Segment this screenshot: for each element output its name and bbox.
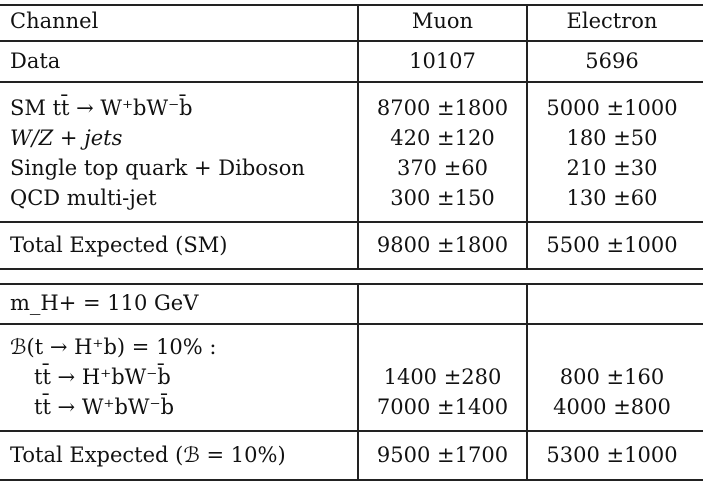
total-br-electron: 5300 ±1000 (546, 443, 678, 467)
table-rule (0, 40, 703, 42)
total-sm-electron: 5500 ±1000 (546, 233, 678, 257)
data-muon: 10107 (409, 49, 476, 73)
data-label: Data (10, 49, 61, 73)
br-row-electron: 800 ±160 (559, 365, 665, 389)
header-channel: Channel (10, 9, 99, 33)
sm-row-label: W/Z + jets (10, 126, 123, 150)
mass-row-label: m_H+ = 110 GeV (10, 291, 199, 315)
header-muon: Muon (411, 9, 474, 33)
total-br-muon: 9500 ±1700 (376, 443, 509, 467)
table-rule (0, 430, 703, 432)
total-sm-label: Total Expected (SM) (10, 233, 228, 257)
sm-row-muon: 370 ±60 (396, 156, 489, 180)
column-divider (357, 4, 359, 268)
table-rule (0, 323, 703, 325)
table-rule (0, 268, 703, 270)
total-br-label: Total Expected (ℬ = 10%) (10, 443, 286, 467)
br-row-label: tt̄ → W⁺bW⁻b̄ (34, 395, 175, 419)
br-row-muon: 1400 ±280 (383, 365, 502, 389)
table-rule (0, 283, 703, 285)
header-electron: Electron (566, 9, 658, 33)
sm-row-electron: 180 ±50 (566, 126, 658, 150)
sm-row-label: Single top quark + Diboson (10, 156, 305, 180)
sm-row-label: QCD multi-jet (10, 186, 157, 210)
sm-row-electron: 130 ±60 (566, 186, 658, 210)
br-row-electron: 4000 ±800 (553, 395, 671, 419)
column-divider (357, 283, 359, 479)
br-row-muon: 7000 ±1400 (376, 395, 509, 419)
table-rule (0, 479, 703, 481)
total-sm-muon: 9800 ±1800 (376, 233, 509, 257)
sm-row-muon: 420 ±120 (390, 126, 495, 150)
sm-row-electron: 5000 ±1000 (546, 96, 678, 120)
table-rule (0, 4, 703, 6)
sm-row-label: SM tt̄ → W⁺bW⁻b̄ (10, 96, 193, 120)
table-rule (0, 221, 703, 223)
br-row-label: tt̄ → H⁺bW⁻b̄ (34, 365, 171, 389)
sm-row-muon: 8700 ±1800 (376, 96, 509, 120)
data-electron: 5696 (585, 49, 639, 73)
br-row-label: ℬ(t → H⁺b) = 10% : (10, 335, 217, 359)
table-rule (0, 81, 703, 83)
sm-row-electron: 210 ±30 (566, 156, 658, 180)
sm-row-muon: 300 ±150 (390, 186, 495, 210)
